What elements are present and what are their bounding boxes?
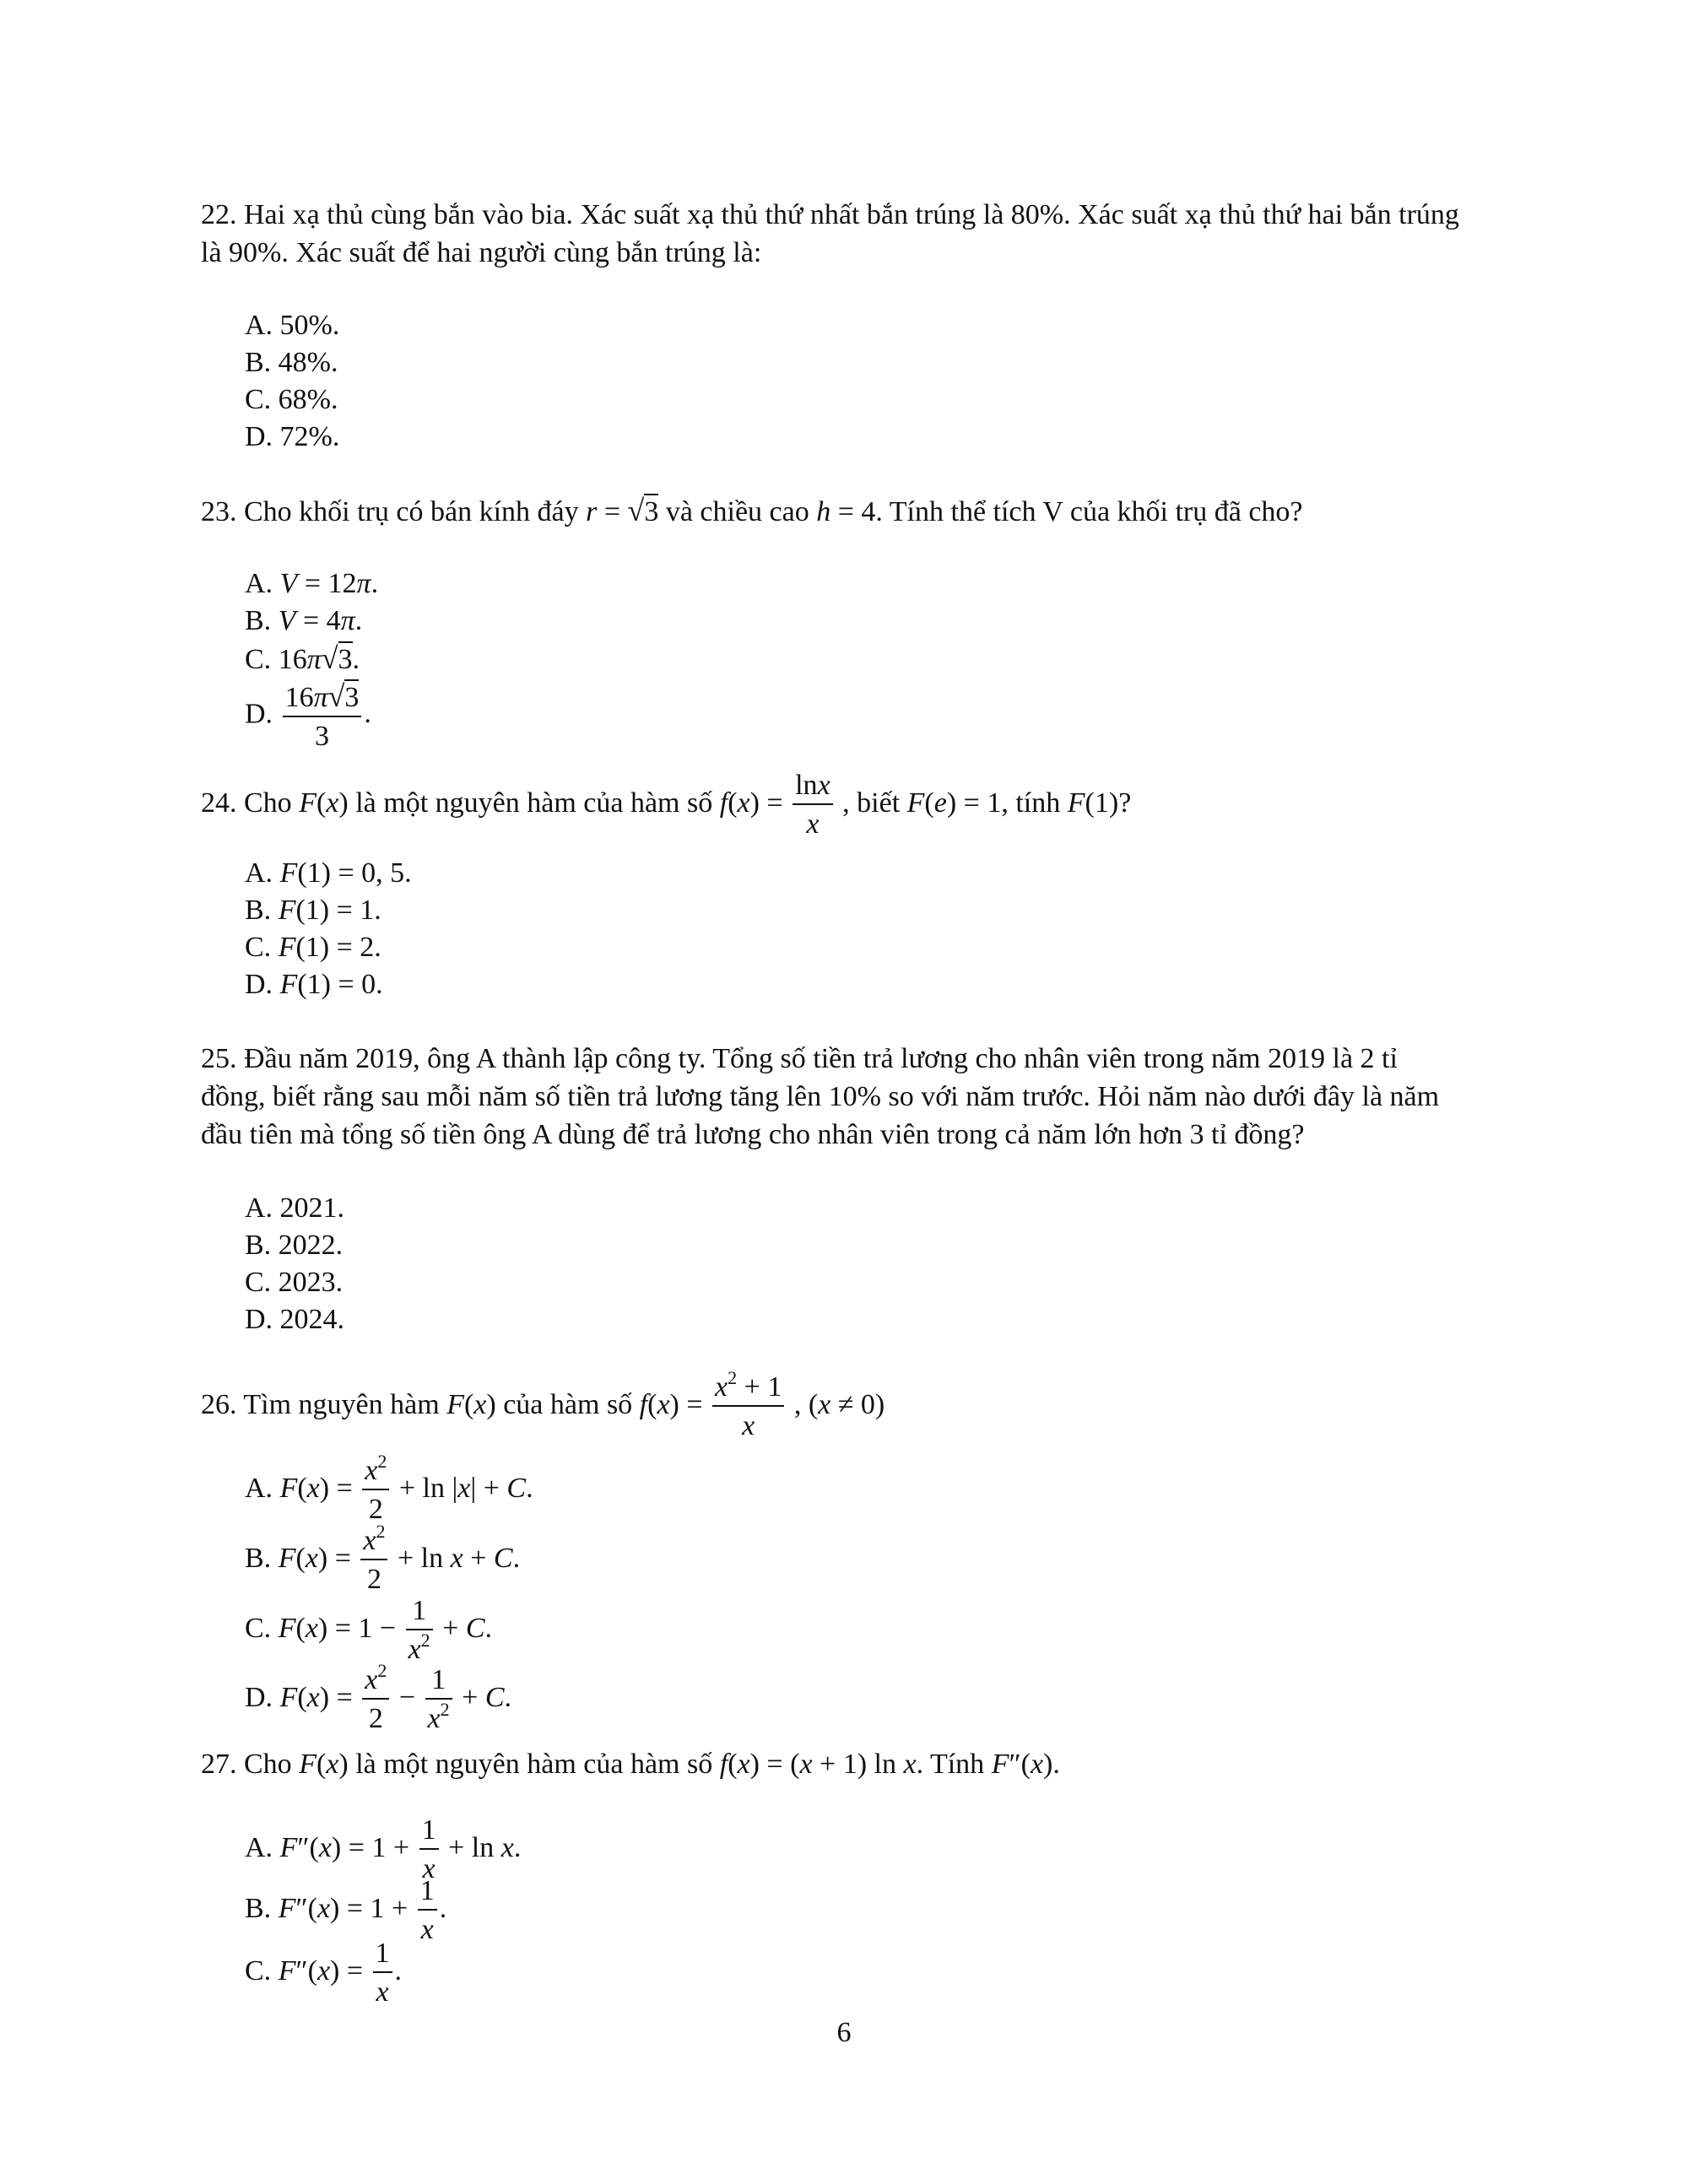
- option-26-a: A. F(x) = $\frac{x^2}{2}$ + ln |x| + C.: [245, 1451, 533, 1525]
- question-text: là một nguyên hàm của hàm số: [355, 787, 713, 819]
- math-expression: f(x) = $\frac{x^2 + 1}{x}$ , (x ≠ 0): [639, 1367, 885, 1441]
- math-expression: f(x) = $\frac{\ln x}{x}$: [720, 787, 836, 819]
- question-27: [201, 1745, 1501, 1783]
- question-text-line: là 90%. Xác suất để hai người cùng bắn trúng là:: [201, 237, 762, 268]
- option-25-d: D. 2024.: [245, 1304, 345, 1335]
- math-expression: F(e) = 1: [906, 787, 1002, 819]
- question-25: [201, 1040, 1501, 1154]
- question-text-line: đồng, biết rằng sau mỗi năm số tiền trả lương tăng lên 10% so với năm trước. Hỏi năm nào dưới đây là năm: [201, 1081, 1440, 1112]
- option-26-c: C. F(x) = 1 − $\frac{1}{x^2}$ + C.: [245, 1595, 493, 1665]
- option-25-a: A. 2021.: [245, 1192, 345, 1224]
- math-expression: F(1): [1067, 787, 1119, 819]
- math-expression: F″(x).: [991, 1749, 1060, 1780]
- option-23-c: C. 16π√3.: [245, 641, 360, 675]
- question-text: 23. Cho khối trụ có bán kính đáy: [201, 496, 579, 527]
- option-25-c: C. 2023.: [245, 1267, 344, 1298]
- math-expression: F(x): [299, 787, 349, 819]
- question-text: 24. Cho: [201, 787, 292, 819]
- page-number: 6: [836, 2017, 852, 2048]
- question-text-line: 22. Hai xạ thủ cùng bắn vào bia. Xác suất xạ thủ thứ nhất bắn trúng là 80%. Xác suất xạ thủ thứ hai bắn trúng: [201, 199, 1459, 230]
- option-27-c: C. F″(x) = $\frac{1}{x}$ .: [245, 1938, 403, 2008]
- option-25-b: B. 2022.: [245, 1230, 344, 1261]
- option-22-c: C. 68%.: [245, 384, 338, 415]
- option-26-b: B. F(x) = $\frac{x^2}{2}$ + ln x + C.: [245, 1521, 521, 1595]
- option-22-d: D. 72%.: [245, 421, 340, 452]
- question-text-line: đầu tiên mà tổng số tiền ông A dùng để trả lương cho nhân viên trong cả năm lớn hơn 3 tỉ đồng?: [201, 1119, 1305, 1150]
- math-expression: F(x): [299, 1749, 349, 1780]
- option-23-d: D. $\frac{16\pi√3}{3}$ .: [245, 679, 371, 752]
- option-22-b: B. 48%.: [245, 347, 338, 378]
- question-text: . Tính: [916, 1749, 985, 1780]
- option-27-a: A. F″(x) = 1 + $\frac{1}{x}$ + ln x.: [245, 1814, 522, 1884]
- question-text: 27. Cho: [201, 1749, 292, 1780]
- option-24-d: D. F(1) = 0.: [245, 969, 383, 1000]
- question-24: [201, 770, 1501, 841]
- question-text: của hàm số: [503, 1388, 633, 1420]
- option-24-c: C. F(1) = 2.: [245, 932, 381, 963]
- question-text-line: 25. Đầu năm 2019, ông A thành lập công ty. Tổng số tiền trả lương cho nhân viên trong năm 2019 là 2 tỉ: [201, 1043, 1398, 1074]
- question-text: và chiều cao: [665, 496, 809, 527]
- option-23-a: A. V = 12π.: [245, 568, 379, 599]
- option-23-b: B. V = 4π.: [245, 605, 363, 636]
- question-text: , biết: [842, 787, 901, 819]
- question-text: là một nguyên hàm của hàm số: [355, 1749, 713, 1780]
- math-expression: f(x) = (x + 1) ln x: [719, 1749, 917, 1780]
- question-text: , tính: [1001, 787, 1061, 819]
- option-27-b: B. F″(x) = 1 + $\frac{1}{x}$ .: [245, 1875, 447, 1945]
- question-26: [201, 1367, 1501, 1442]
- option-26-d: D. F(x) = $\frac{x^2}{2}$ − $\frac{1}{x^2}$ + C.: [245, 1660, 512, 1734]
- math-expression: h = 4: [816, 496, 876, 527]
- option-22-a: A. 50%.: [245, 310, 340, 341]
- question-text: ?: [1118, 787, 1132, 819]
- math-expression: F(x): [446, 1388, 496, 1420]
- question-22: [201, 196, 1501, 272]
- option-24-a: A. F(1) = 0, 5.: [245, 857, 412, 889]
- question-text: 26. Tìm nguyên hàm: [201, 1388, 440, 1420]
- math-expression: r = √3: [586, 494, 659, 527]
- question-23: [201, 492, 1501, 531]
- option-24-b: B. F(1) = 1.: [245, 895, 381, 926]
- question-text: . Tính thể tích V của khối trụ đã cho?: [875, 496, 1303, 527]
